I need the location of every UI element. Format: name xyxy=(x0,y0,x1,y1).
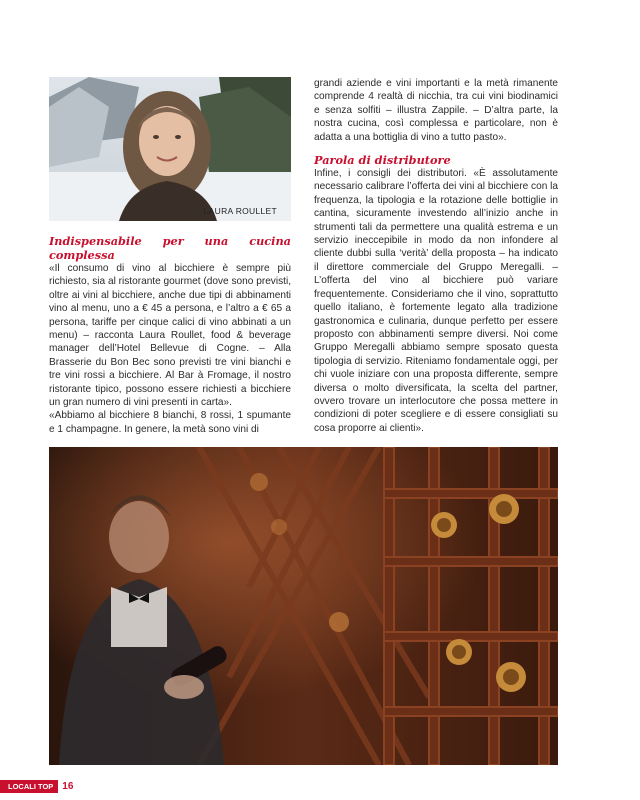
page-footer xyxy=(0,780,73,792)
portrait-illustration xyxy=(49,77,291,221)
section-tag: LOCALI TOP xyxy=(0,780,58,793)
body-paragraph: Infine, i consigli dei distributori. «È assolutamente necessario calibrare l’offerta dei vini al bicchiere con la frequenza, la tipologia e la rotazione delle bottiglie in cantina, sicuramente investendo all’inizio anche in strumenti tali da permettere una qualità estrema e un servizio ineccepibile in modo da non infondere al cliente dubbi sulla ‘verità’ della proposta – ha indicato il direttore commerciale del Gruppo Meregalli. – L’offerta del vino al bicchiere può variare frequentemente. Consideriamo che il vino, soprattutto quello italiano, è fortemente legato alla tradizione gastronomica e culinaria, dunque perfetto per essere proposto con abbinamenti sempre diversi. Noi come Gruppo Meregalli abbiamo sempre sposato questa tipologia di servizio. Riteniamo fondamentale oggi, per chi vuole iniziare con una proposta differente, sempre diversa o molto diversificata, la scelta del partner, ovvero trovare un interlocutore che possa mettere in condizioni di poter scegliere e di essere consigliati su cosa proporre ai clienti». xyxy=(314,168,558,434)
cellar-illustration xyxy=(49,447,558,765)
section-heading: Indispensabile per una cucina complessa xyxy=(49,234,291,262)
left-column xyxy=(49,234,291,436)
wine-cellar-photo xyxy=(49,447,558,765)
page-number: 16 xyxy=(62,780,74,792)
section-heading: Parola di distributore xyxy=(314,153,451,168)
body-paragraph: «Abbiamo al bicchiere 8 bianchi, 8 rossi, 1 spumante e 1 champagne. In genere, la metà sono vini di xyxy=(49,410,291,435)
photo-caption: LAURA ROULLET xyxy=(203,206,277,216)
portrait-photo xyxy=(49,77,291,221)
body-paragraph: «Il consumo di vino al bicchiere è sempre più richiesto, sia al ristorante gourmet (dove sono previsti, oltre ai vini al bicchiere, anche due tipi di abbinamenti vino al menu, uno a € 45 a persona, e l’altro a € 65 a persona, tariffe per cinque calici di vino abbinati a un menu) – racconta Laura Roullet, food & beverage manager dell’Hotel Bellevue di Cogne. – Alla Brasserie du Bon Bec sono previsti tre vini bianchi e tre vini rossi a bicchiere. Al Bar à Fromage, il nostro ristorante tipico, possono essere richiesti a bicchiere un gran numero di vini presenti in carta». xyxy=(49,263,291,409)
body-paragraph: grandi aziende e vini importanti e la metà rimanente comprende 4 realtà di nicchia, tra cui vini biodinamici e senza solfiti – illustra Zappile. – D’altra parte, la nostra cucina, così complessa e particolare, non è adatta a una bottiglia di vino a tutto pasto». xyxy=(314,78,558,143)
right-column xyxy=(314,77,558,435)
